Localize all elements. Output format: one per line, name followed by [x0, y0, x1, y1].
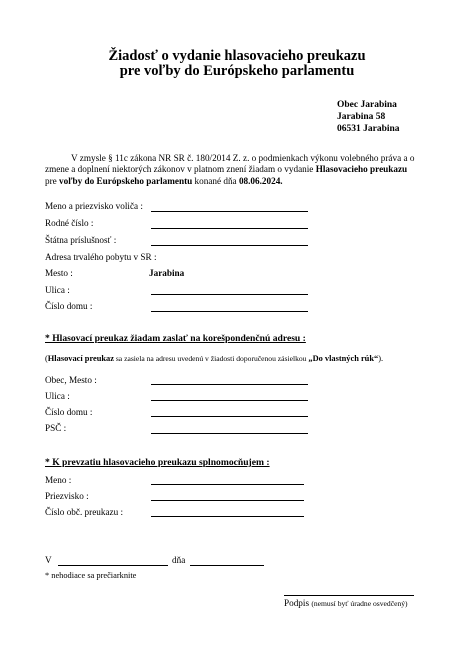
intro-line1: V zmysle § 11c zákona NR SR č. 180/2014 Z. z. o podmienkach výkonu volebného práva a o [71, 153, 415, 163]
document-title-line1: Žiadosť o vydanie hlasovacieho preukazu [108, 48, 366, 64]
birth-number-field[interactable] [151, 228, 308, 229]
mailing-note-bold1: Hlasovací preukaz [47, 354, 114, 363]
mailing-note-bold2: „Do vlastných rúk“ [308, 354, 379, 363]
intro-line3-text1: pre [45, 175, 60, 186]
mailing-zip-label: PSČ : [45, 423, 67, 433]
mailing-city-label: Obec, Mesto : [45, 375, 97, 385]
proxy-heading: * K prevzatiu hlasovacieho preukazu splnomocňujem : [45, 457, 270, 468]
intro-line3-bold2: 08.06.2024. [238, 175, 283, 186]
mailing-address-heading: * Hlasovací preukaz žiadam zaslať na korešpondenčnú adresu : [45, 333, 306, 344]
citizenship-field[interactable] [151, 245, 308, 246]
address-municipality: Obec Jarabina [337, 100, 397, 110]
proxy-name-label: Meno : [45, 475, 72, 485]
residence-city-value: Jarabina [149, 268, 185, 278]
document-title-line2: pre voľby do Európskeho parlamentu [119, 63, 355, 79]
residence-house-number-field[interactable] [151, 311, 308, 312]
proxy-id-card-label: Číslo obč. preukazu : [45, 507, 124, 517]
signature-field[interactable] [284, 595, 414, 596]
intro-line3-bold1: voľby do Európskeho parlamentu [59, 175, 193, 186]
citizenship-label: Štátna príslušnosť : [45, 235, 117, 245]
mailing-note-open: ( [45, 354, 48, 363]
place-prefix: V [45, 555, 52, 565]
intro-line2-text: zmene a doplnení niektorých zákonov v platnom znení žiadam o vydanie [45, 164, 316, 175]
place-field[interactable] [58, 565, 168, 566]
proxy-surname-field[interactable] [151, 500, 304, 501]
mailing-city-field[interactable] [151, 384, 308, 385]
birth-number-label: Rodné číslo : [45, 218, 94, 228]
mailing-house-number-field[interactable] [151, 416, 308, 417]
intro-line2 [45, 164, 440, 175]
signature-label-text: Podpis [284, 598, 310, 608]
voter-name-label: Meno a priezvisko voliča : [45, 201, 143, 211]
address-street: Jarabina 58 [337, 112, 386, 122]
address-zip-city: 06531 Jarabina [337, 124, 400, 134]
voter-name-field[interactable] [151, 211, 308, 212]
intro-line3 [45, 176, 440, 187]
residence-street-label: Ulica : [45, 285, 70, 295]
residence-street-field[interactable] [151, 294, 308, 295]
date-label: dňa [172, 555, 186, 565]
mailing-street-label: Ulica : [45, 391, 70, 401]
intro-paragraph [45, 153, 440, 187]
signature-label [284, 598, 408, 608]
date-field[interactable] [190, 565, 264, 566]
mailing-street-field[interactable] [151, 400, 308, 401]
mailing-zip-field[interactable] [151, 433, 308, 434]
proxy-id-card-field[interactable] [151, 516, 304, 517]
mailing-house-number-label: Číslo domu : [45, 407, 93, 417]
asterisk-note: * nehodiace sa prečiarknite [45, 571, 137, 580]
mailing-note [45, 354, 383, 363]
proxy-name-field[interactable] [151, 484, 304, 485]
mailing-note-close: ). [378, 354, 384, 363]
residence-city-label: Mesto : [45, 268, 73, 278]
residence-house-number-label: Číslo domu : [45, 301, 93, 311]
signature-note: (nemusí byť úradne osvedčený) [311, 599, 408, 608]
intro-line3-text2: konané dňa [192, 175, 239, 186]
mailing-note-text: sa zasiela na adresu uvedenú v žiadosti doporučenou zásielkou [113, 354, 309, 363]
proxy-surname-label: Priezvisko : [45, 491, 89, 501]
intro-line2-bold: Hlasovacieho preukazu [315, 164, 408, 175]
residence-label: Adresa trvalého pobytu v SR : [45, 252, 157, 262]
